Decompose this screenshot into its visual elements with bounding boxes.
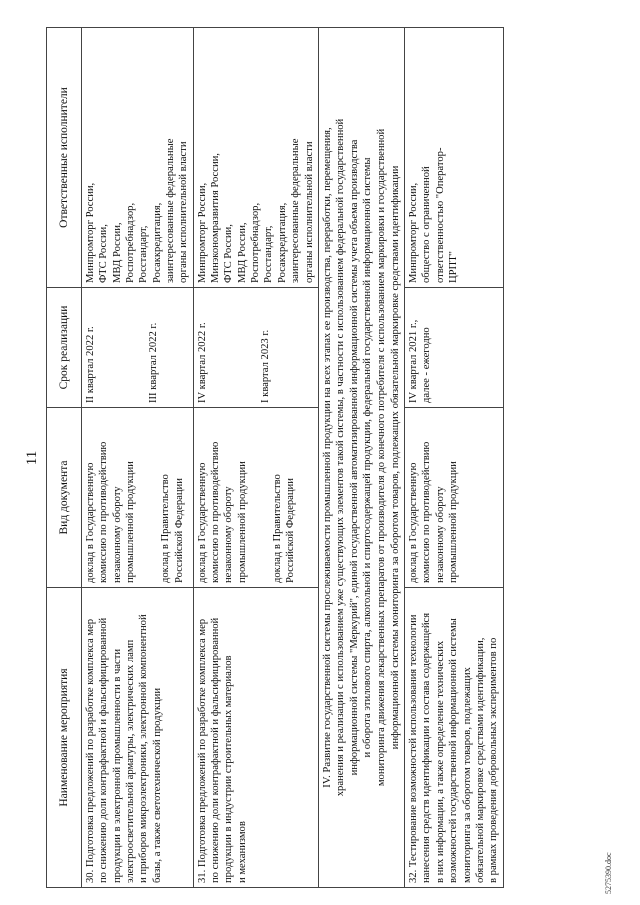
measure-name: 31. Подготовка предложений по разработке комплекса мер по снижению доли контрафактной и фальсифицированной продукции в индустрии строительных материалов и механизмов (193, 588, 318, 888)
header-term: Срок реализации (47, 288, 82, 408)
spacer (97, 292, 147, 403)
header-measure-name: Наименование мероприятия (47, 588, 82, 888)
measures-table (46, 27, 504, 888)
term-second: III квартал 2022 г. (148, 322, 160, 403)
document-type-cell (193, 408, 318, 588)
document-type-first: доклад в Государственную комиссию по противодействию незаконному обороту промышленной продукции (85, 441, 137, 583)
responsible-list: Минпромторг России, общество с ограниченной ответственностью "Оператор- ЦРПТ" (405, 28, 503, 288)
table-row (82, 28, 194, 888)
document-type-second: доклад в Правительство Российской Федерации (272, 474, 297, 583)
term-cell: IV квартал 2021 г., далее - ежегодно (405, 288, 503, 408)
spacer (249, 412, 271, 583)
responsible-list: Минпромторг России, ФТС России, МВД России, Роспотребнадзор, Росстандарт, Росаккредитация, заинтересованные федеральные органы исполнительной власти (82, 28, 194, 288)
table-row (193, 28, 318, 888)
spacer (209, 292, 259, 403)
table-header-row (47, 28, 82, 888)
document-type-cell: доклад в Государственную комиссию по противодействию незаконному обороту промышленной продукции (405, 408, 503, 588)
spacer (137, 412, 159, 583)
term-cell (193, 288, 318, 408)
term-first: IV квартал 2022 г. (196, 322, 208, 403)
measure-name: 30. Подготовка предложений по разработке комплекса мер по снижению доли контрафактной и фальсифицированной продукции в электронной промышленности в части электроосветительной арматуры, электрических ламп и приборов микроэлектроники, электронной компонентной базы, а также светотехнической продукции (82, 588, 194, 888)
section-row (318, 28, 404, 888)
measure-name: 32. Тестирование возможностей использования технологии нанесения средств идентификации и состава содержащейся в них информации, а также определение технических возможностей государственной информационной системы мониторинга за оборотом товаров, подлежащих обязательной маркировке средствами идентификации, в рамках проведения добровольных экспериментов по (405, 588, 503, 888)
term-second: I квартал 2023 г. (260, 329, 272, 403)
section-heading: IV. Развитие государственной системы прослеживаемости промышленной продукции на всех этапах ее производства, переработки, перемещения, хранения и реализации с использованием уже существующих элементов такой системы, в частности с использованием федеральной государственной информационной системы "Меркурий", единой государственной автоматизированной информационной системы учета объема производства и оборота этилового спирта, алкогольной и спиртосодержащей продукции, федеральной государственной информационной системы мониторинга движения лекарственных препаратов от производителя до конечного потребителя с использованием маркировки и государственной информационной системы мониторинга за оборотом товаров, подлежащих обязательной маркировке средствами идентификации (318, 28, 404, 888)
document-type-cell (82, 408, 194, 588)
page-number: 11 (24, 450, 40, 466)
header-document-type: Вид документа (47, 408, 82, 588)
document-type-first: доклад в Государственную комиссию по противодействию незаконному обороту промышленной продукции (196, 441, 248, 583)
header-responsible: Ответственные исполнители (47, 28, 82, 288)
document-id: 5275390.doc (604, 852, 613, 894)
term-cell (82, 288, 194, 408)
document-type-second: доклад в Правительство Российской Федерации (160, 474, 185, 583)
responsible-list: Минпромторг России, Минэкономразвития России, ФТС России, МВД России, Роспотребнадзор, Росстандарт, Росаккредитация, заинтересованные федеральные органы исполнительной власти (193, 28, 318, 288)
rotated-content (20, 28, 620, 894)
table-row (405, 28, 503, 888)
term-first: II квартал 2022 г. (85, 326, 96, 403)
